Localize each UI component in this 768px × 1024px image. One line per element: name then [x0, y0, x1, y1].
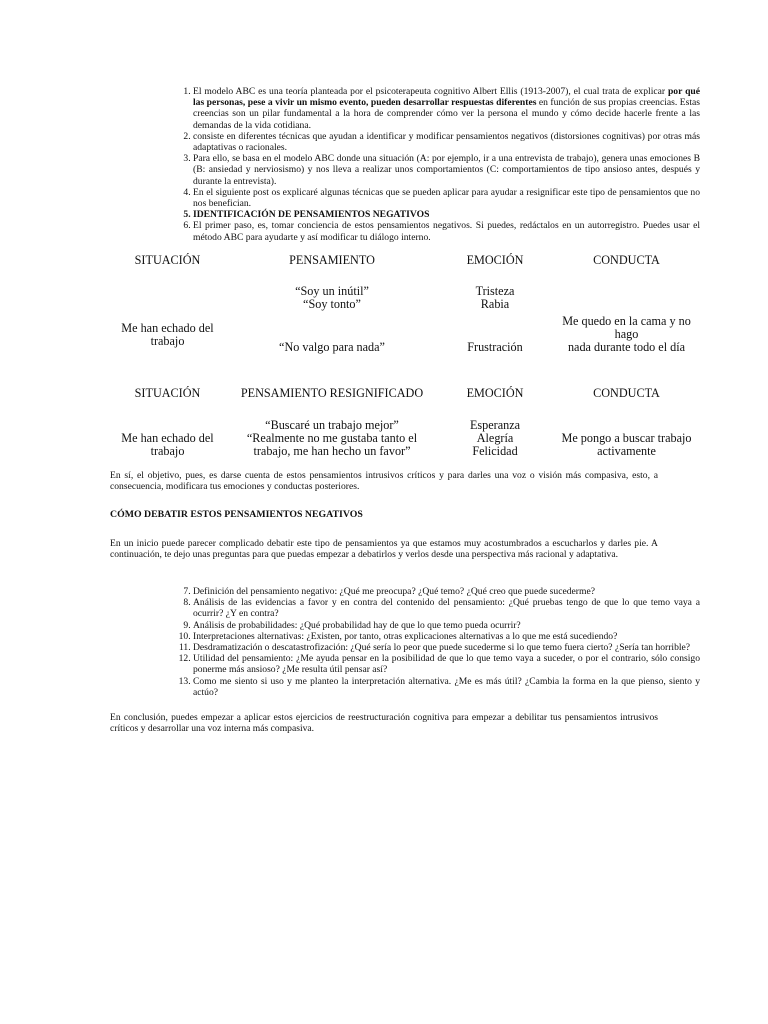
- column-header-thought: PENSAMIENTO: [289, 252, 375, 267]
- list-item: 1. El modelo ABC es una teoría planteada por el psicoterapeuta cognitivo Albert Ellis (1913-2007), el cual trata de explicar por qué las personas, pese a vivir un mismo evento, pueden desarrollar respuestas diferentes en función de sus propias creencias. Estas creencias son un pilar fundamental a la hora de comprender cómo ver la persona el mundo y cómo decide hacerle frente a las demandas de la vida cotidiana.: [193, 86, 700, 131]
- column-header-emotion: EMOCIÓN: [466, 385, 524, 400]
- abc-table-reframed: [110, 383, 702, 458]
- list-item: 6. El primer paso, es, tomar conciencia de estos pensamientos negativos. Si puedes, redáctalos en un autorregistro. Puedes usar el método ABC para ayudarte y así modificar tu diálogo interno.: [193, 220, 700, 242]
- section-heading-debate: CÓMO DEBATIR ESTOS PENSAMIENTOS NEGATIVOS: [110, 509, 363, 520]
- column-header-conduct: CONDUCTA: [593, 252, 660, 267]
- list-item: 4. En el siguiente post os explicaré algunas técnicas que se pueden aplicar para ayudar a resignificar este tipo de pensamientos que no nos benefician.: [193, 187, 700, 209]
- list-item: 9. Análisis de probabilidades: ¿Qué probabilidad hay de que lo que temo pueda ocurrir?: [193, 620, 700, 631]
- list-item: 11. Desdramatización o descatastrofización: ¿Qué sería lo peor que puede sucederme si lo que temo fuera cierto? ¿Sería tan horrible?: [193, 642, 700, 653]
- column-header-situation: SITUACIÓN: [134, 252, 201, 267]
- objective-paragraph: En sí, el objetivo, pues, es darse cuenta de estos pensamientos intrusivos críticos y para darles una voz o visión más compasiva, esto, a consecuencia, modificara tus emociones y conductas posteriores.: [110, 470, 658, 493]
- column-header-emotion: EMOCIÓN: [466, 252, 524, 267]
- debate-intro-paragraph: En un inicio puede parecer complicado debatir este tipo de pensamientos ya que estamos muy acostumbrados a escucharlos y darles pie. A continuación, te dejo unas preguntas para que puedas empezar a debatirlos y verlos desde una perspectiva más racional y adaptativa.: [110, 538, 658, 561]
- intro-list: [150, 86, 700, 243]
- list-item: 8. Análisis de las evidencias a favor y en contra del contenido del pensamiento: ¿Qué pruebas tengo de que lo que temo vaya a ocurrir? ¿Y en contra?: [193, 597, 700, 619]
- list-item: 7. Definición del pensamiento negativo: ¿Qué me preocupa? ¿Qué temo? ¿Qué creo que puede sucederme?: [193, 586, 700, 597]
- conduct-cell: Me pongo a buscar trabajo activamente: [561, 431, 692, 458]
- column-header-conduct: CONDUCTA: [593, 385, 660, 400]
- list-item: 13. Como me siento si uso y me planteo la interpretación alternativa. ¿Me es más útil? ¿Cambia la forma en la que pienso, siento y actúo?: [193, 676, 700, 698]
- list-item: 2. consiste en diferentes técnicas que ayudan a identificar y modificar pensamientos negativos (distorsiones cognitivas) por otras más adaptativas o racionales.: [193, 131, 700, 153]
- section-heading-identification: 5. IDENTIFICACIÓN DE PENSAMIENTOS NEGATIVOS: [193, 209, 700, 220]
- bold-emphasis: por qué las personas, pese a vivir un mismo evento, pueden desarrollar respuestas diferentes: [193, 86, 701, 109]
- thought-cell: “Buscaré un trabajo mejor” “Realmente no me gustaba tanto el trabajo, me han hecho un favor”: [246, 418, 418, 458]
- list-item: 12. Utilidad del pensamiento: ¿Me ayuda pensar en la posibilidad de que lo que temo vaya a suceder, o por el contrario, sólo consigo ponerme más ansioso? ¿Me resulta útil pensar así?: [193, 653, 700, 675]
- situation-cell: Me han echado del trabajo: [121, 431, 214, 458]
- column-header-thought-reframed: PENSAMIENTO RESIGNIFICADO: [240, 385, 424, 400]
- abc-table-negative: [110, 250, 702, 354]
- conduct-cell: Me quedo en la cama y no hago nada durante todo el día: [562, 314, 691, 354]
- situation-cell: Me han echado del trabajo: [121, 320, 214, 348]
- list-item: 10. Interpretaciones alternativas: ¿Existen, por tanto, otras explicaciones alternativas a lo que me está sucediendo?: [193, 631, 700, 642]
- emotion-cell: Tristeza Rabia: [475, 284, 515, 311]
- thought-cell: “Soy un inútil” “Soy tonto”: [295, 284, 369, 311]
- conclusion-paragraph: En conclusión, puedes empezar a aplicar estos ejercicios de reestructuración cognitiva para empezar a debilitar tus pensamientos intrusivos críticos y desarrollar una voz interna más compasiva.: [110, 712, 658, 735]
- debate-questions-list: [150, 586, 700, 698]
- emotion-cell: Frustración: [467, 340, 523, 354]
- emotion-cell: Esperanza Alegría Felicidad: [469, 418, 521, 458]
- list-item: 3. Para ello, se basa en el modelo ABC donde una situación (A: por ejemplo, ir a una entrevista de trabajo), genera unas emociones B (B: ansiedad y nerviosismo) y nos lleva a realizar unos comportamientos (C: comportamientos de tipo ansioso antes, después y durante la entrevista).: [193, 153, 700, 187]
- column-header-situation: SITUACIÓN: [134, 385, 201, 400]
- thought-cell: “No valgo para nada”: [279, 340, 385, 354]
